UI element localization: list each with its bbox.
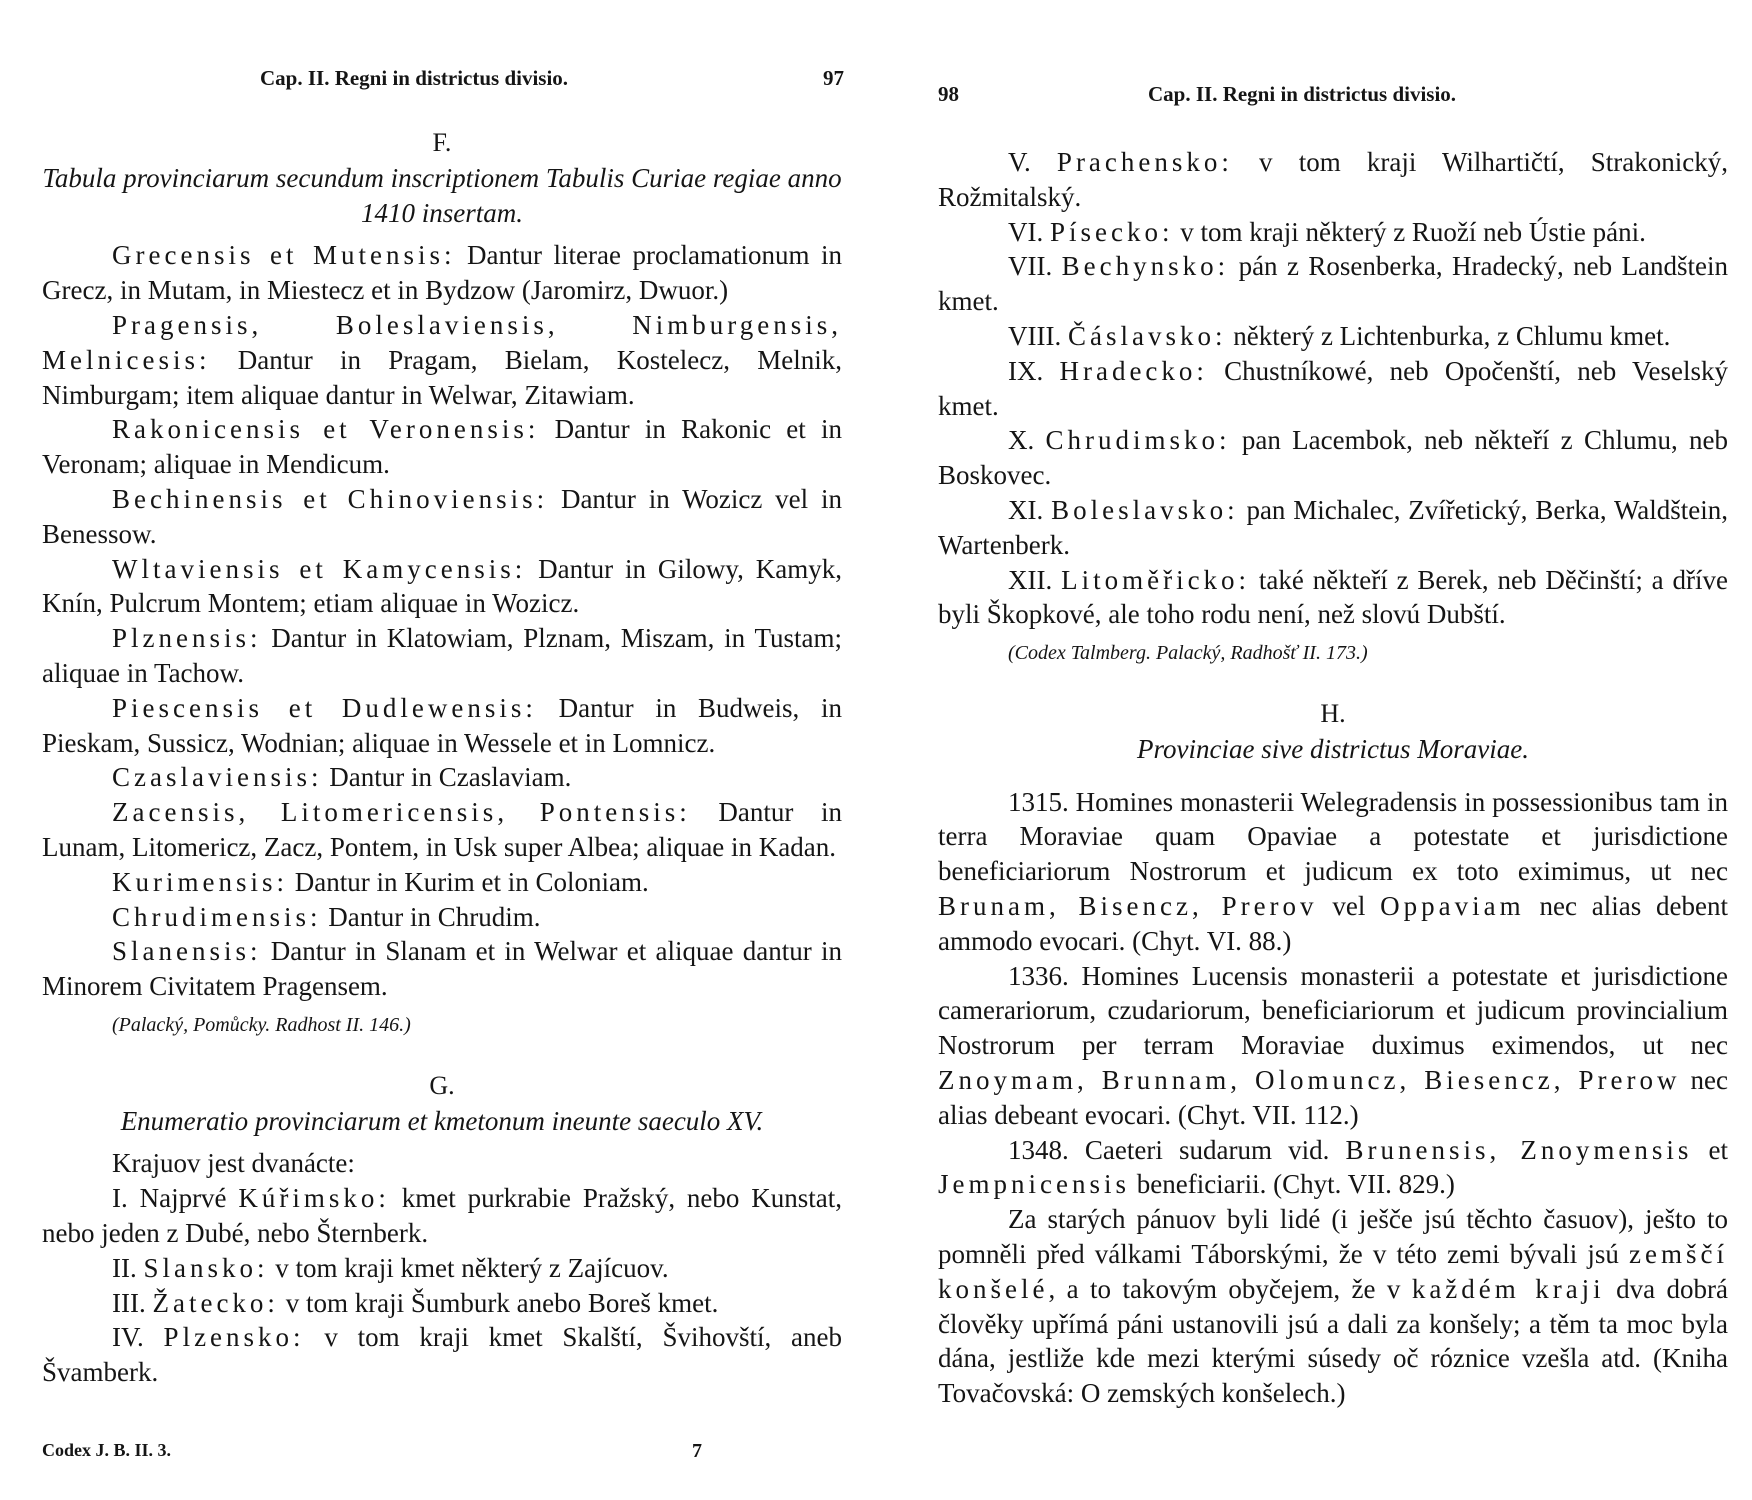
paragraph: Za starých pánuov byli lidé (i ješče jsú těchto časuov), ješto to pomněli před válkami Táborskými, že v této zemi bývali jsú zemščí konšelé, a to takovým obyčejem, že v každém kraji dva dobrá člověky upřímá páni ustanovili jsú a dali za konšely; a těm ta moc byla dána, jestliže kde mezi kterými súsedy oč róznice vzešla atd. (Kniha Tovačovská: O zemských konšelech.): [938, 1204, 1728, 1409]
entry-name: Plznensis:: [112, 623, 262, 654]
section-title: Enumeratio provinciarum et kmetonum ineunte saeculo XV.: [120, 1105, 764, 1136]
page-number: 97: [823, 66, 844, 90]
entry-name: Rakonicensis et Veronensis:: [112, 414, 540, 445]
entry-name: Slanensis:: [112, 936, 262, 967]
entry-paragraph: [938, 423, 1728, 493]
entry-number: X.: [1008, 425, 1046, 456]
entry-paragraph: [938, 563, 1728, 633]
entry-text: v tom kraji kmet Skalští, Švihovští, aneb Švamberk.: [42, 1322, 842, 1388]
entry-number: I. Najprvé: [112, 1183, 239, 1214]
entry-name: Hradecko:: [1059, 355, 1208, 386]
entry-paragraph: [42, 1286, 842, 1321]
entry-number: XI.: [1008, 494, 1052, 525]
entry-text: pán z Rosenberka, Hradecký, neb Landštein kmet.: [938, 251, 1728, 317]
entry-paragraph: [42, 238, 842, 308]
entry-number: IV.: [112, 1322, 164, 1353]
entry-name: Bechinensis et Chinoviensis:: [112, 483, 549, 514]
page-body: [42, 126, 842, 1390]
entry-text: v tom kraji některý z Ruoží neb Ústie páni.: [1173, 216, 1646, 247]
entry-text: v tom kraji Wilhartičtí, Strakonický, Rožmitalský.: [938, 147, 1728, 212]
entry-name: Chrudimsko:: [1045, 425, 1231, 456]
entry-number: IX.: [1008, 355, 1060, 386]
entry-number: V.: [1008, 147, 1057, 177]
paragraph: 1336. Homines Lucensis monasterii a potestate et jurisdictione camerariorum, czudariorum, beneficiariorum et judicum provincialium Nostrorum per terram Moraviae duximus eximendos, ut nec Znoymam, Brunnam, Olomuncz, Biesencz, Prerow nec alias debeant evocari. (Chyt. VII. 112.): [938, 960, 1728, 1130]
entry-name: Zacensis, Litomericensis, Pontensis:: [112, 797, 691, 828]
entry-text: v tom kraji kmet některý z Zajícuov.: [268, 1252, 669, 1283]
section-letter: G.: [429, 1070, 455, 1100]
entry-paragraph: [42, 308, 842, 412]
entry-paragraph: [42, 691, 842, 761]
header-title: Cap. II. Regni in districtus divisio.: [260, 66, 569, 90]
entry-paragraph: [938, 319, 1728, 354]
entry-name: Prachensko:: [1056, 147, 1233, 177]
source-citation: (Codex Talmberg. Palacký, Radhošť II. 173.): [1008, 642, 1368, 665]
entries-list: [938, 145, 1728, 632]
entry-number: XII.: [1008, 564, 1062, 595]
entries-list: [42, 238, 842, 1004]
entry-paragraph: [42, 900, 842, 935]
entry-name: Litoměřicko:: [1061, 564, 1251, 595]
running-header: [42, 66, 842, 96]
entry-text: také někteří z Berek, neb Děčinští; a dříve byli Škopkové, ale toho rodu není, než slovú Dubští.: [938, 564, 1728, 630]
entry-paragraph: [42, 621, 842, 691]
entry-name: Písecko:: [1050, 216, 1174, 247]
entry-text: Dantur in Lunam, Litomericz, Zacz, Pontem, in Usk super Albea; aliquae in Kadan.: [42, 797, 842, 862]
entry-name: Boleslavsko:: [1051, 494, 1239, 525]
entry-number: VII.: [1008, 251, 1062, 282]
entry-text: Dantur in Slanam et in Welwar et aliquae dantur in Minorem Civitatem Pragensem.: [42, 936, 842, 1002]
entry-text: Dantur in Gilowy, Kamyk, Knín, Pulcrum Montem; etiam aliquae in Wozicz.: [42, 553, 842, 619]
entry-number: II.: [112, 1252, 144, 1283]
entry-paragraph: [42, 795, 842, 865]
entry-text: Dantur in Wozicz vel in Benessow.: [42, 483, 842, 549]
running-header: [938, 82, 1728, 112]
entry-text: Chustníkowé, neb Opočenští, neb Veselský kmet.: [938, 355, 1728, 421]
entry-paragraph: [42, 1251, 842, 1286]
entry-paragraph: [938, 145, 1728, 215]
page-number: 98: [938, 82, 959, 106]
entry-paragraph: [42, 482, 842, 552]
entry-paragraph: [938, 493, 1728, 563]
entry-number: III.: [112, 1287, 153, 1318]
entry-paragraph: [42, 552, 842, 622]
entry-name: Kurimensis:: [112, 866, 288, 897]
entry-text: Dantur in Czaslaviam.: [322, 762, 572, 793]
entry-text: pan Michalec, Zvířetický, Berka, Waldštein, Wartenberk.: [938, 494, 1728, 560]
entry-text: Dantur in Rakonic et in Veronam; aliquae in Mendicum.: [42, 414, 842, 480]
entry-paragraph: [42, 1181, 842, 1251]
entry-paragraph: [938, 215, 1728, 250]
header-title: Cap. II. Regni in districtus divisio.: [1148, 82, 1457, 106]
entry-text: některý z Lichtenburka, z Chlumu kmet.: [1226, 320, 1671, 351]
entry-text: Dantur in Budweis, in Pieskam, Sussicz, Wodnian; aliquae in Wessele et in Lomnicz.: [42, 692, 842, 758]
entry-text: kmet purkrabie Pražský, nebo Kunstat, nebo jeden z Dubé, nebo Šternberk.: [42, 1183, 843, 1248]
entry-text: Dantur in Kurim et in Coloniam.: [288, 866, 649, 897]
entry-text: Dantur in Klatowiam, Plznam, Miszam, in Tustam; aliquae in Tachow.: [42, 623, 842, 688]
entry-paragraph: [42, 412, 842, 482]
entry-name: Wltaviensis et Kamycensis:: [112, 553, 527, 584]
entry-paragraph: [42, 865, 842, 900]
entry-number: VI.: [1008, 216, 1050, 247]
entry-name: Kúřimsko:: [238, 1183, 390, 1214]
entry-paragraph: [938, 249, 1728, 319]
entry-paragraph: [42, 1320, 842, 1390]
entry-text: Dantur in Chrudim.: [321, 901, 541, 932]
entry-name: Piescensis et Dudlewensis:: [112, 692, 537, 723]
paragraph: 1348. Caeteri sudarum vid. Brunensis, Znoymensis et Jempnicensis beneficiarii. (Chyt. VII. 829.): [938, 1134, 1728, 1200]
entry-text: Dantur in Pragam, Bielam, Kostelecz, Melnik, Nimburgam; item aliquae dantur in Welwar, Zitawiam.: [42, 344, 842, 410]
section-title: Provinciae sive districtus Moraviae.: [1137, 733, 1529, 764]
section-letter: H.: [1320, 698, 1346, 728]
section-title: Tabula provinciarum secundum inscriptionem Tabulis Curiae regiae anno 1410 insertam.: [42, 162, 842, 228]
paragraph: Krajuov jest dvanácte:: [112, 1148, 355, 1179]
entry-text: Dantur literae proclamationum in Grecz, in Mutam, in Miestecz et in Bydzow (Jaromirz, Dwuor.): [42, 240, 843, 306]
section-letter: F.: [432, 128, 452, 157]
entry-paragraph: [938, 354, 1728, 424]
entry-text: pan Lacembok, neb někteří z Chlumu, neb Boskovec.: [938, 425, 1728, 491]
page-body: [938, 145, 1728, 1411]
entry-name: Čáslavsko:: [1067, 320, 1227, 351]
entry-name: Bechynsko:: [1061, 251, 1230, 282]
entries-list: [42, 1181, 842, 1390]
entry-name: Pragensis, Boleslaviensis, Nimburgensis, Melnicesis:: [42, 309, 842, 375]
entry-name: Žatecko:: [152, 1287, 279, 1318]
entry-name: Plzensko:: [163, 1322, 305, 1353]
right-page: [938, 0, 1728, 1500]
entry-name: Chrudimensis:: [112, 901, 322, 932]
entry-paragraph: [42, 760, 842, 795]
entry-name: Slansko:: [143, 1252, 269, 1283]
left-page: [42, 0, 842, 1500]
entry-name: Czaslaviensis:: [112, 762, 323, 793]
footer-signature: Codex J. B. II. 3.: [42, 1440, 172, 1460]
entry-text: v tom kraji Šumburk anebo Boreš kmet.: [278, 1287, 719, 1318]
entry-paragraph: [42, 934, 842, 1004]
paragraph: 1315. Homines monasterii Welegradensis in possessionibus tam in terra Moraviae quam Opaviae a potestate et jurisdictione beneficiariorum Nostrorum et judicum ex toto eximimus, ut nec Brunam, Bisencz, Prerov vel Oppaviam nec alias debent ammodo evocari. (Chyt. VI. 88.): [938, 786, 1728, 956]
footer-sheet-number: 7: [692, 1440, 702, 1462]
entry-name: Grecensis et Mutensis:: [112, 240, 456, 271]
entry-number: VIII.: [1008, 320, 1068, 351]
source-citation: (Palacký, Pomůcky. Radhost II. 146.): [112, 1013, 411, 1036]
